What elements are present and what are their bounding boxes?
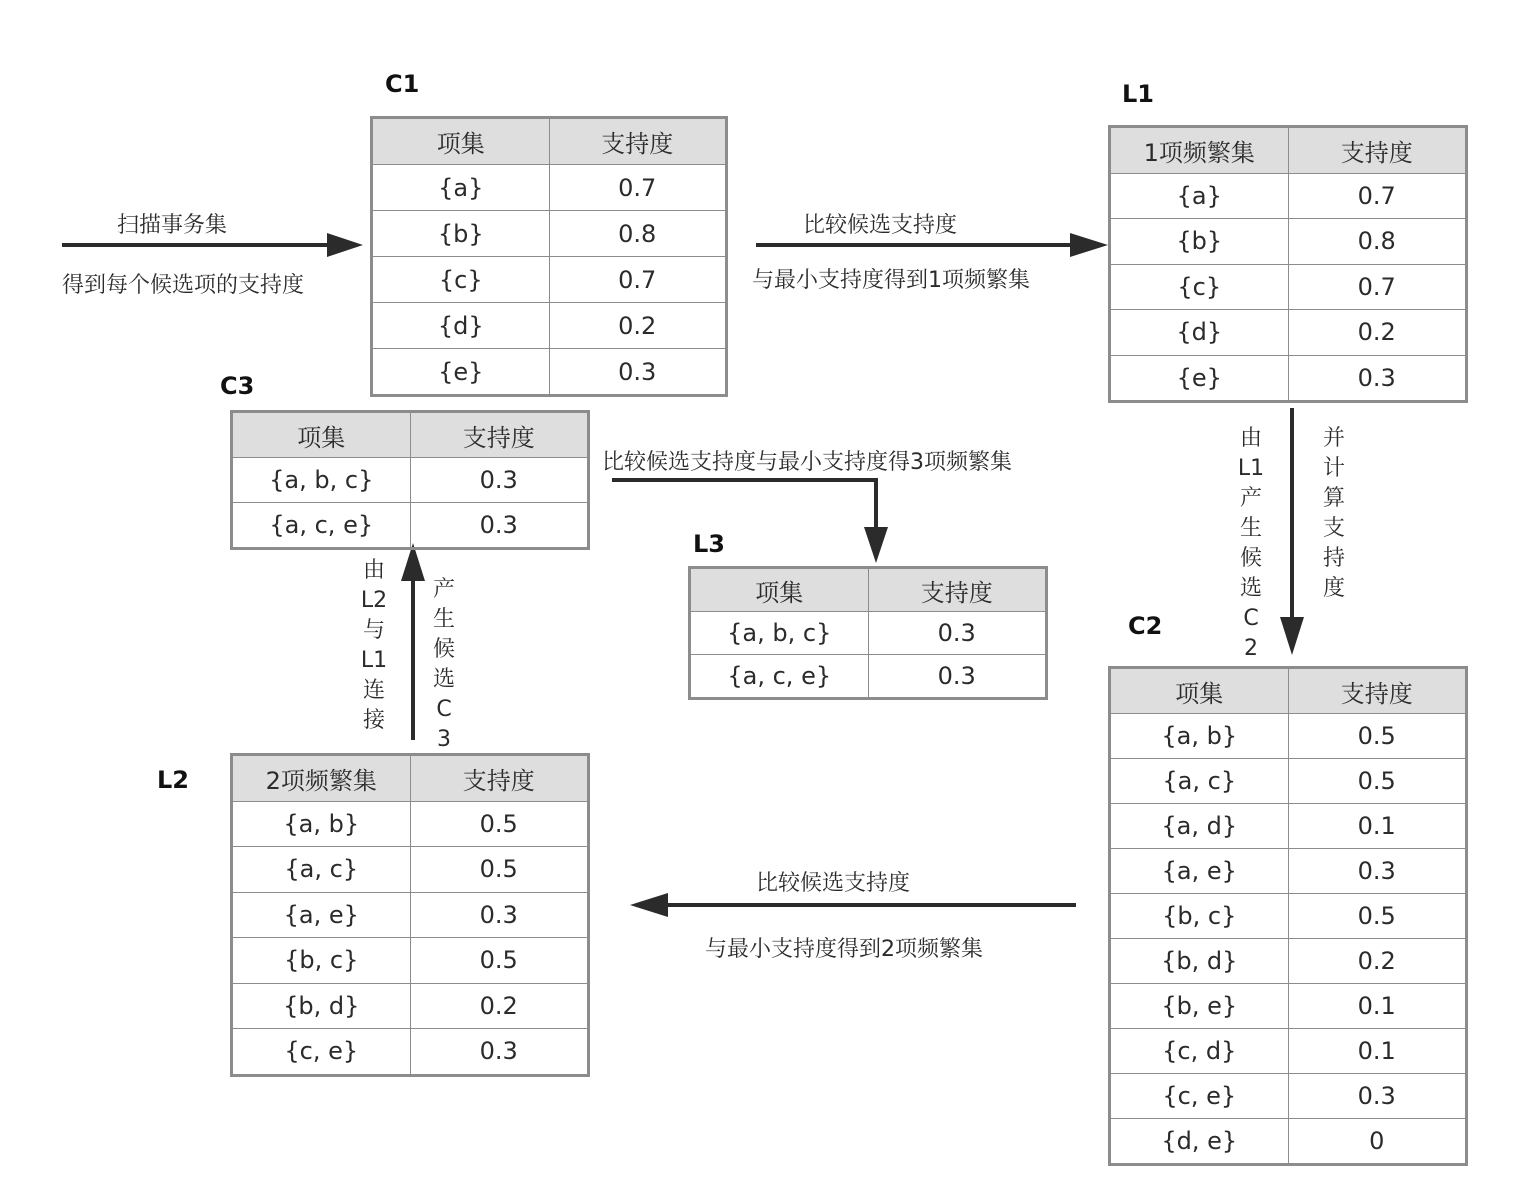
header-itemset: 项集 <box>232 412 411 458</box>
header-itemset: 项集 <box>690 568 869 612</box>
label-c3-l3: 比较候选支持度与最小支持度得3项频繁集 <box>602 450 1012 475</box>
cell-support: 0.2 <box>549 303 727 349</box>
cell-support: 0.3 <box>410 458 589 503</box>
cell-itemset: {b} <box>372 211 550 257</box>
arrowhead-c1-l1 <box>1070 233 1108 257</box>
cell-itemset: {a, c} <box>232 847 411 893</box>
cell-support: 0.5 <box>1288 714 1467 759</box>
table-c1 <box>370 116 728 397</box>
cell-itemset: {b, c} <box>232 938 411 984</box>
cell-support: 0.7 <box>1288 173 1467 219</box>
cell-itemset: {a, e} <box>232 892 411 938</box>
cell-support: 0.3 <box>1288 355 1467 402</box>
cell-itemset: {b, e} <box>1110 984 1289 1029</box>
table-row <box>1110 1074 1467 1119</box>
header-itemset: 项集 <box>372 118 550 165</box>
table-row <box>232 983 589 1029</box>
label-c1-l1-top: 比较候选支持度 <box>803 213 958 238</box>
table-row <box>372 303 727 349</box>
cell-itemset: {b} <box>1110 219 1289 265</box>
label-l2-c3-left: 由L2与L1连接 <box>360 558 388 733</box>
cell-support: 0.1 <box>1288 984 1467 1029</box>
table-row <box>372 165 727 211</box>
arrowhead-c3-l3 <box>864 527 888 563</box>
table-row <box>1110 264 1467 310</box>
table-l2 <box>230 753 590 1077</box>
table-row <box>1110 759 1467 804</box>
cell-support: 0.3 <box>868 612 1047 655</box>
cell-itemset: {a, c, e} <box>232 503 411 549</box>
header-support: 支持度 <box>1288 127 1467 174</box>
cell-itemset: {a, b, c} <box>232 458 411 503</box>
table-c2 <box>1108 666 1468 1166</box>
cell-support: 0.2 <box>410 983 589 1029</box>
cell-support: 0.5 <box>1288 894 1467 939</box>
table-header-row <box>232 412 589 458</box>
header-itemset: 1项频繁集 <box>1110 127 1289 174</box>
table-l1 <box>1108 125 1468 403</box>
cell-itemset: {c, e} <box>232 1029 411 1076</box>
cell-itemset: {a, b} <box>1110 714 1289 759</box>
table-row <box>232 458 589 503</box>
table-header-row <box>690 568 1047 612</box>
cell-support: 0.8 <box>549 211 727 257</box>
table-row <box>372 211 727 257</box>
table-l3 <box>688 566 1048 700</box>
cell-itemset: {a, b, c} <box>690 612 869 655</box>
cell-support: 0.3 <box>549 349 727 396</box>
cell-itemset: {c, e} <box>1110 1074 1289 1119</box>
cell-itemset: {b, d} <box>232 983 411 1029</box>
header-support: 支持度 <box>410 755 589 802</box>
table-title-c3: C3 <box>220 372 255 400</box>
table-row <box>1110 1119 1467 1165</box>
cell-itemset: {a, d} <box>1110 804 1289 849</box>
table-row <box>1110 939 1467 984</box>
cell-support: 0.3 <box>410 503 589 549</box>
label-scan-top: 扫描事务集 <box>117 213 228 238</box>
table-header-row <box>1110 668 1467 714</box>
cell-support: 0.5 <box>1288 759 1467 804</box>
table-row <box>690 612 1047 655</box>
label-c2-l2-top: 比较候选支持度 <box>756 871 911 896</box>
cell-itemset: {c} <box>1110 264 1289 310</box>
table-row <box>372 257 727 303</box>
label-l2-c3-right: 产生候选C3 <box>432 577 455 752</box>
cell-support: 0.3 <box>410 1029 589 1076</box>
table-row <box>1110 984 1467 1029</box>
cell-itemset: {e} <box>372 349 550 396</box>
table-row <box>232 892 589 938</box>
header-support: 支持度 <box>1288 668 1467 714</box>
table-row <box>232 503 589 549</box>
cell-itemset: {c, d} <box>1110 1029 1289 1074</box>
table-row <box>372 349 727 396</box>
table-row <box>232 1029 589 1076</box>
header-itemset: 项集 <box>1110 668 1289 714</box>
table-header-row <box>232 755 589 802</box>
table-title-l3: L3 <box>693 530 725 558</box>
table-row <box>1110 310 1467 356</box>
header-itemset: 2项频繁集 <box>232 755 411 802</box>
cell-itemset: {d} <box>1110 310 1289 356</box>
label-l1-c2-left: 由L1产生候选C2 <box>1237 426 1265 661</box>
table-title-l1: L1 <box>1122 80 1154 108</box>
cell-support: 0.7 <box>1288 264 1467 310</box>
cell-itemset: {d} <box>372 303 550 349</box>
table-row <box>690 655 1047 699</box>
cell-support: 0.5 <box>410 938 589 984</box>
header-support: 支持度 <box>410 412 589 458</box>
cell-support: 0 <box>1288 1119 1467 1165</box>
cell-itemset: {d, e} <box>1110 1119 1289 1165</box>
table-row <box>1110 173 1467 219</box>
label-scan-bottom: 得到每个候选项的支持度 <box>62 273 305 298</box>
cell-support: 0.1 <box>1288 1029 1467 1074</box>
table-header-row <box>372 118 727 165</box>
cell-support: 0.3 <box>868 655 1047 699</box>
table-c3 <box>230 410 590 550</box>
table-row <box>1110 714 1467 759</box>
header-support: 支持度 <box>549 118 727 165</box>
cell-support: 0.2 <box>1288 939 1467 984</box>
cell-itemset: {a, c, e} <box>690 655 869 699</box>
label-l1-c2-right: 并计算支持度 <box>1322 426 1345 601</box>
table-row <box>232 938 589 984</box>
cell-itemset: {a} <box>372 165 550 211</box>
label-c2-l2-bottom: 与最小支持度得到2项频繁集 <box>705 937 983 962</box>
cell-support: 0.3 <box>1288 849 1467 894</box>
cell-support: 0.1 <box>1288 804 1467 849</box>
cell-support: 0.5 <box>410 847 589 893</box>
cell-support: 0.7 <box>549 257 727 303</box>
table-row <box>1110 804 1467 849</box>
arrowhead-l1-c2 <box>1280 617 1304 655</box>
cell-support: 0.7 <box>549 165 727 211</box>
arrowhead-c2-l2 <box>630 893 668 917</box>
arrow-c3-to-l3 <box>612 480 876 533</box>
cell-support: 0.2 <box>1288 310 1467 356</box>
table-row <box>1110 894 1467 939</box>
cell-itemset: {c} <box>372 257 550 303</box>
cell-itemset: {a, e} <box>1110 849 1289 894</box>
table-row <box>1110 219 1467 265</box>
table-header-row <box>1110 127 1467 174</box>
cell-support: 0.5 <box>410 801 589 847</box>
table-title-c2: C2 <box>1128 612 1163 640</box>
cell-support: 0.8 <box>1288 219 1467 265</box>
cell-itemset: {e} <box>1110 355 1289 402</box>
cell-itemset: {b, d} <box>1110 939 1289 984</box>
cell-itemset: {a} <box>1110 173 1289 219</box>
table-row <box>1110 1029 1467 1074</box>
table-title-c1: C1 <box>385 70 420 98</box>
table-title-l2: L2 <box>157 766 189 794</box>
cell-itemset: {a, c} <box>1110 759 1289 804</box>
cell-itemset: {b, c} <box>1110 894 1289 939</box>
table-row <box>1110 849 1467 894</box>
cell-support: 0.3 <box>1288 1074 1467 1119</box>
table-row <box>232 847 589 893</box>
cell-itemset: {a, b} <box>232 801 411 847</box>
arrowhead-scan <box>327 233 363 257</box>
table-row <box>1110 355 1467 402</box>
label-c1-l1-bottom: 与最小支持度得到1项频繁集 <box>752 268 1030 293</box>
header-support: 支持度 <box>868 568 1047 612</box>
cell-support: 0.3 <box>410 892 589 938</box>
table-row <box>232 801 589 847</box>
